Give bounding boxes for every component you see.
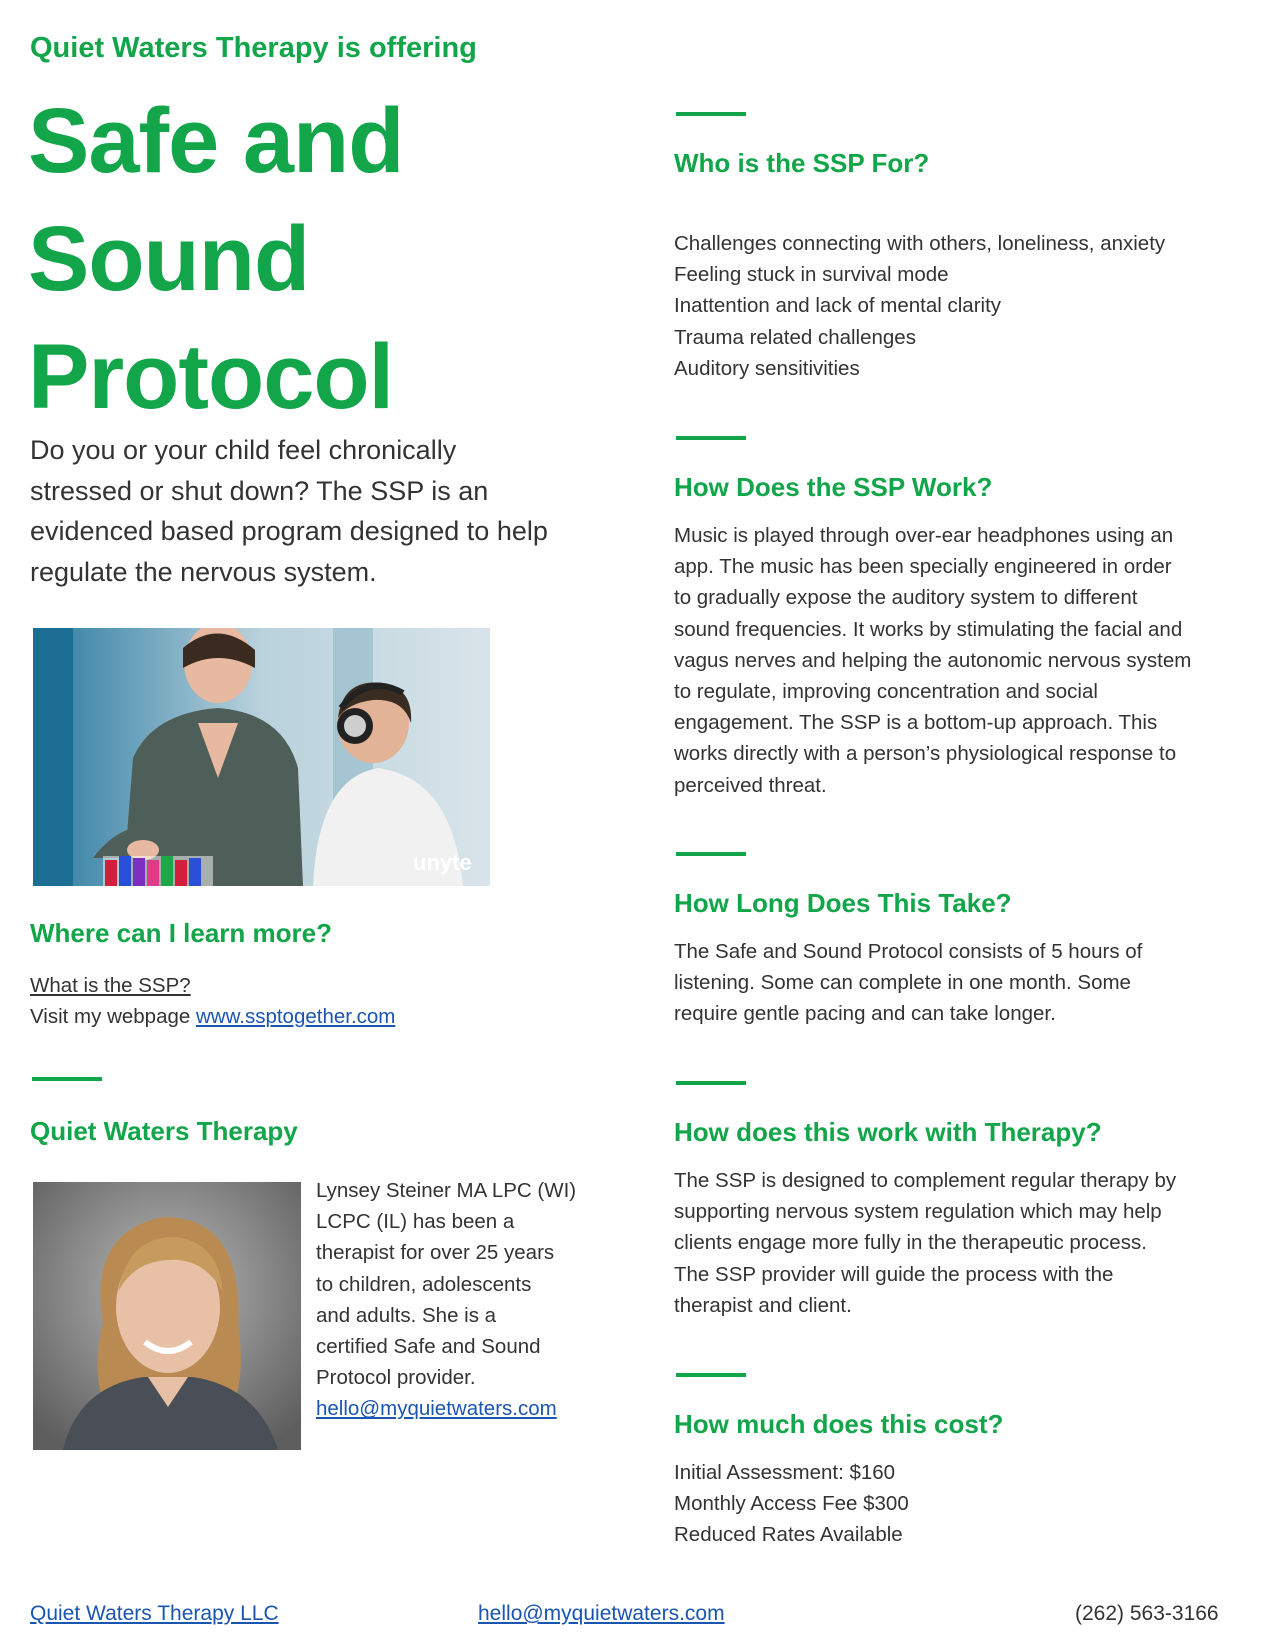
list-item: Challenges connecting with others, loneliness, anxiety [674, 232, 1166, 255]
page-title-line: Sound [28, 208, 310, 310]
with-therapy-heading: How does this work with Therapy? [674, 1117, 1102, 1147]
cost-heading: How much does this cost? [674, 1409, 1004, 1439]
paragraph-line: Music is played through over-ear headphones using an [674, 524, 1174, 547]
therapist-portrait [33, 1182, 301, 1450]
list-item: Initial Assessment: $160 [674, 1461, 896, 1484]
section-rule [676, 112, 746, 116]
paragraph-line: therapist and client. [674, 1293, 852, 1317]
how-long-heading: How Long Does This Take? [674, 888, 1012, 918]
therapist-bio-line: and adults. She is a [316, 1303, 497, 1327]
paragraph-line: vagus nerves and helping the autonomic nervous system [674, 648, 1192, 672]
list-item: Trauma related challenges [674, 325, 916, 349]
footer-email-link[interactable]: hello@myquietwaters.com [478, 1602, 725, 1625]
section-rule [676, 852, 746, 856]
intro-line: regulate the nervous system. [30, 556, 377, 587]
who-for-list [674, 228, 1165, 384]
list-item: Inattention and lack of mental clarity [674, 294, 1002, 318]
how-work-heading: How Does the SSP Work? [674, 472, 993, 502]
page-title-line: Safe and [28, 90, 404, 192]
who-for-heading: Who is the SSP For? [674, 148, 930, 178]
section-rule [32, 1077, 102, 1081]
cost-list [674, 1457, 909, 1551]
photo-therapist-with-child [33, 628, 490, 886]
section-rule [676, 1373, 746, 1377]
therapist-bio-line: certified Safe and Sound [316, 1335, 541, 1359]
paragraph-line: sound frequencies. It works by stimulating the facial and [674, 617, 1183, 641]
paragraph-line: require gentle pacing and can take longer. [674, 1002, 1056, 1026]
paragraph-line: engagement. The SSP is a bottom-up approach. This [674, 711, 1158, 735]
therapist-email-link[interactable]: hello@myquietwaters.com [316, 1397, 557, 1421]
therapist-bio [316, 1175, 576, 1425]
intro-line: stressed or shut down? The SSP is an [30, 475, 489, 506]
therapist-bio-line: therapist for over 25 years [316, 1241, 555, 1265]
page-title [28, 82, 403, 436]
how-work-paragraph [674, 520, 1191, 801]
therapist-portrait-illustration [33, 1182, 301, 1450]
list-item: Monthly Access Fee $300 [674, 1492, 909, 1516]
paragraph-line: works directly with a person’s physiological response to [674, 742, 1177, 766]
paragraph-line: listening. Some can complete in one month. Some [674, 971, 1131, 995]
paragraph-line: perceived threat. [674, 773, 827, 797]
photo-therapist-with-child-illustration [33, 628, 490, 886]
intro-line: Do you or your child feel chronically [30, 435, 457, 465]
list-item: Feeling stuck in survival mode [674, 263, 949, 287]
intro-paragraph [30, 430, 600, 592]
paragraph-line: to regulate, improving concentration and social [674, 680, 1098, 704]
with-therapy-paragraph [674, 1165, 1176, 1321]
visit-webpage-prefix: Visit my webpage [30, 1005, 196, 1028]
therapist-bio-line: LCPC (IL) has been a [316, 1210, 515, 1234]
paragraph-line: to gradually expose the auditory system to different [674, 586, 1138, 610]
section-rule [676, 1081, 746, 1085]
paragraph-line: The SSP is designed to complement regular therapy by [674, 1169, 1177, 1192]
therapist-bio-line: to children, adolescents [316, 1272, 532, 1296]
therapist-bio-line: Protocol provider. [316, 1366, 476, 1390]
learn-more-heading: Where can I learn more? [30, 918, 332, 948]
list-item: Auditory sensitivities [674, 356, 860, 380]
paragraph-line: clients engage more fully in the therapeutic process. [674, 1231, 1147, 1255]
therapist-heading: Quiet Waters Therapy [30, 1116, 298, 1146]
intro-line: evidenced based program designed to help [30, 516, 548, 546]
therapist-bio-line: Lynsey Steiner MA LPC (WI) [316, 1179, 577, 1202]
paragraph-line: The SSP provider will guide the process with the [674, 1262, 1114, 1286]
paragraph-line: supporting nervous system regulation which may help [674, 1200, 1162, 1224]
paragraph-line: The Safe and Sound Protocol consists of 5 hours of [674, 940, 1143, 963]
section-rule [676, 436, 746, 440]
photo-watermark: unyte [413, 850, 472, 875]
list-item: Reduced Rates Available [674, 1523, 903, 1547]
how-long-paragraph [674, 936, 1142, 1030]
kicker-text: Quiet Waters Therapy is offering [30, 32, 477, 64]
footer-company-link[interactable]: Quiet Waters Therapy LLC [30, 1602, 279, 1625]
paragraph-line: app. The music has been specially engineered in order [674, 555, 1172, 579]
page-title-line: Protocol [28, 326, 394, 428]
ssptogether-link[interactable]: www.ssptogether.com [195, 1005, 396, 1028]
visit-webpage-line [30, 1001, 395, 1032]
what-is-ssp-link[interactable]: What is the SSP? [30, 974, 191, 997]
footer-phone: (262) 563-3166 [1075, 1602, 1219, 1625]
